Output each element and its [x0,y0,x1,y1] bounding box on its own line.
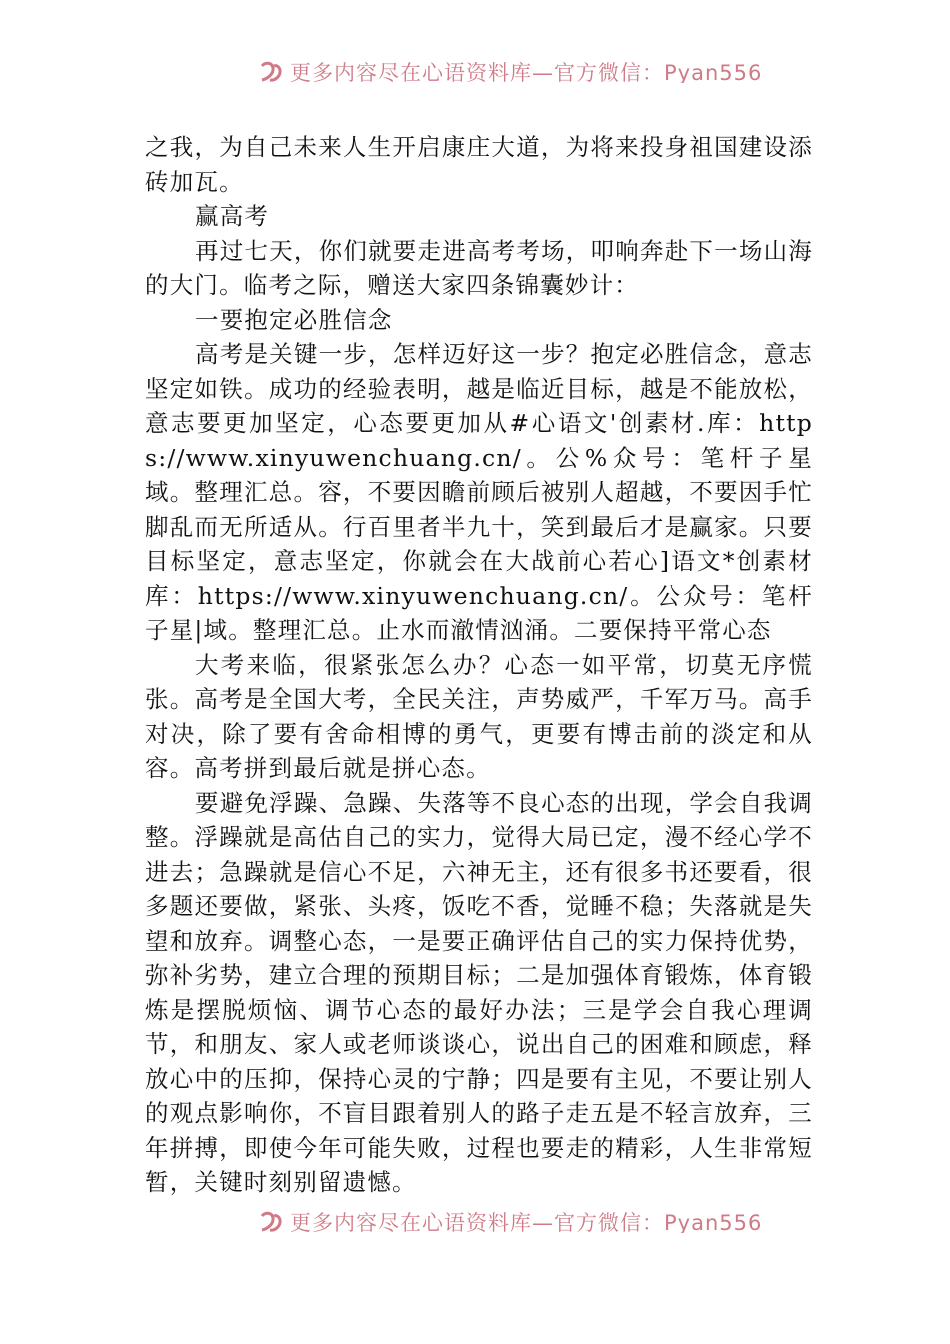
section-heading-win-exam: 赢高考 [195,202,270,230]
watermark-logo-icon [258,1209,284,1233]
paragraph-continuation: 之我，为自己未来人生开启康庄大道，为将来投身祖国建设添砖加瓦。 [145,133,813,196]
footer-watermark [0,1203,950,1233]
paragraph-confidence: 高考是关键一步，怎样迈好这一步？抱定必胜信念，意志坚定如铁。成功的经验表明，越是临近目标，越是不能放松，意志要更加坚定，心态要更加从#心语文'创素材.库：https://www.xinyuwenchuang.cn/。公%众号：笔杆子星域。整理汇总。容，不要因瞻前顾后被别人超越，不要因手忙脚乱而无所适从。行百里者半九十，笑到最后才是赢家。只要目标坚定，意志坚定，你就会在大战前心若心]语文*创素材库：https://www.xinyuwenchuang.cn/。公众号：笔杆子星|域。整理汇总。止水而澈情汹涌。二要保持平常心态 [145,340,813,644]
document-body [145,130,813,1200]
paragraph-calm: 大考来临，很紧张怎么办？心态一如平常，切莫无序慌张。高考是全国大考，全民关注，声势威严，千军万马。高手对决，除了要有舍命相博的勇气，更要有博击前的淡定和从容。高考拼到最后就是拼心态。 [145,650,813,782]
watermark-logo-icon [258,59,284,83]
subheading-confidence: 一要抱定必胜信念 [195,305,393,334]
paragraph-adjust: 要避免浮躁、急躁、失落等不良心态的出现，学会自我调整。浮躁就是高估自己的实力，觉得大局已定，漫不经心学不进去；急躁就是信心不足，六神无主，还有很多书还要看，很多题还要做，紧张、头疼，饭吃不香，觉睡不稳；失落就是失望和放弃。调整心态，一是要正确评估自己的实力保持优势，弥补劣势，建立合理的预期目标；二是加强体育锻炼，体育锻炼是摆脱烦恼、调节心态的最好办法；三是学会自我心理调节，和朋友、家人或老师谈谈心，说出自己的困难和顾虑，释放心中的压抑，保持心灵的宁静；四是要有主见，不要让别人的观点影响你，不盲目跟着别人的路子走五是不轻言放弃，三年拼搏，即使今年可能失败，过程也要走的精彩，人生非常短暂，关键时刻别留遗憾。 [145,788,813,1196]
watermark-text: 更多内容尽在心语资料库—官方微信：Pyan556 [290,61,763,83]
watermark-text: 更多内容尽在心语资料库—官方微信：Pyan556 [290,1211,763,1233]
header-watermark [0,53,950,83]
paragraph-intro: 再过七天，你们就要走进高考考场，叩响奔赴下一场山海的大门。临考之际，赠送大家四条锦囊妙计： [145,236,813,299]
